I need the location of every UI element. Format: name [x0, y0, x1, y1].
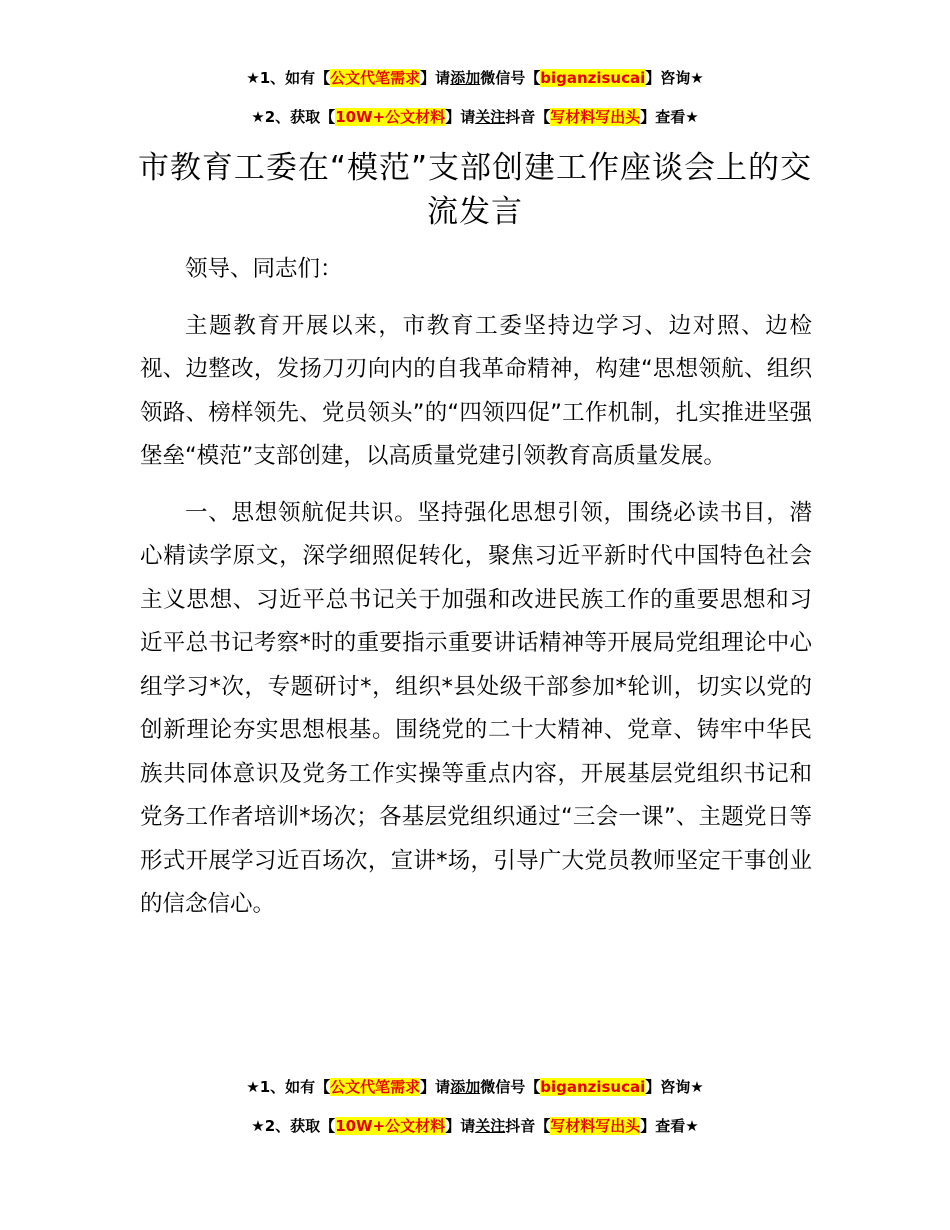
header-promo-line-1: ★1、如有【公文代笔需求】请添加微信号【biganzisucai】咨询★: [246, 69, 704, 87]
promo-highlight: 10W+公文材料: [335, 1117, 446, 1135]
header-promo-line-2: ★2、获取【10W+公文材料】请关注抖音【写材料写出头】查看★: [251, 108, 699, 126]
salutation: 领导、同志们：: [185, 256, 343, 282]
promo-highlight: 公文代笔需求: [330, 1078, 421, 1096]
footer-promo-line-1: ★1、如有【公文代笔需求】请添加微信号【biganzisucai】咨询★: [246, 1078, 704, 1096]
footer-promo-line-2: ★2、获取【10W+公文材料】请关注抖音【写材料写出头】查看★: [251, 1117, 699, 1135]
wechat-id-highlight: biganzisucai: [540, 69, 646, 87]
document-body: [140, 248, 812, 940]
douyin-account-highlight: 写材料写出头: [550, 1117, 641, 1135]
promo-highlight: 公文代笔需求: [330, 69, 421, 87]
paragraph-section-1: 一、思想领航促共识。坚持强化思想引领，围绕必读书目，潜心精读学原文，深学细照促转化，聚焦习近平新时代中国特色社会主义思想、习近平总书记关于加强和改进民族工作的重要思想和习近平总书记考察*时的重要指示重要讲话精神等开展局党组理论中心组学习*次，专题研讨*，组织*县处级干部参加*轮训，切实以党的创新理论夯实思想根基。围绕党的二十大精神、党章、铸牢中华民族共同体意识及党务工作实操等重点内容，开展基层党组织书记和党务工作者培训*场次；各基层党组织通过“三会一课”、主题党日等形式开展学习近百场次，宣讲*场，引导广大党员教师坚定干事创业的信念信心。: [140, 499, 812, 917]
paragraph-intro: 主题教育开展以来，市教育工委坚持边学习、边对照、边检视、边整改，发扬刀刃向内的自我革命精神，构建“思想领航、组织领路、榜样领先、党员领头”的“四领四促”工作机制，扎实推进坚强堡垒“模范”支部创建，以高质量党建引领教育高质量发展。: [140, 312, 812, 469]
document-title: 市教育工委在“模范”支部创建工作座谈会上的交流发言: [137, 150, 813, 230]
wechat-id-highlight: biganzisucai: [540, 1078, 646, 1096]
promo-highlight: 10W+公文材料: [335, 108, 446, 126]
douyin-account-highlight: 写材料写出头: [550, 108, 641, 126]
